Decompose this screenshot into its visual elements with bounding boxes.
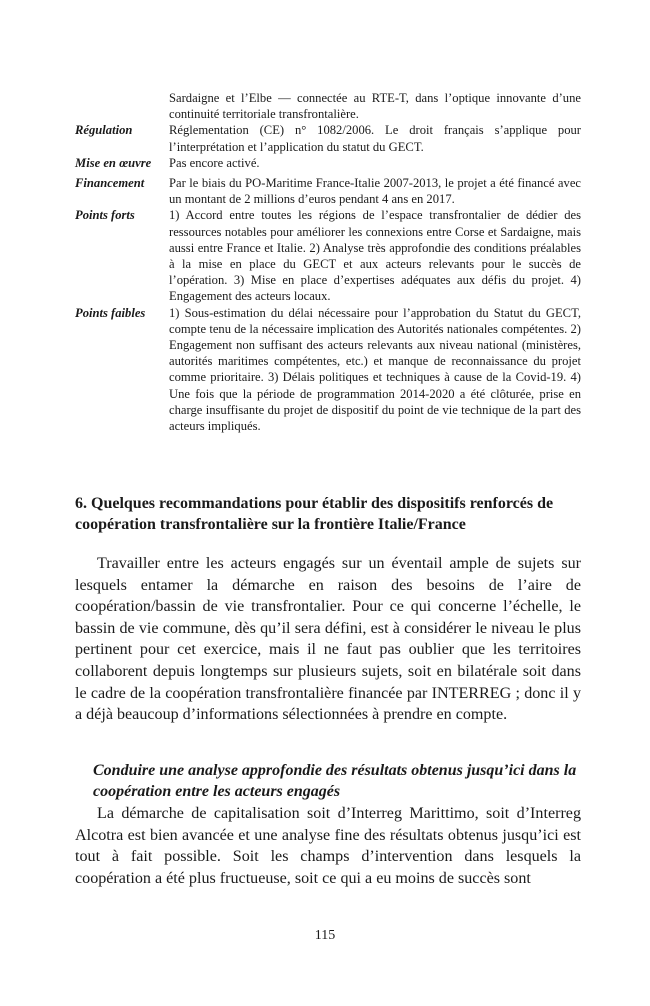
- subsection-heading: Conduire une analyse approfondie des résultats obtenus jusqu’ici dans la coopération entre les acteurs engagés: [93, 762, 577, 800]
- definition-text: 1) Accord entre toutes les régions de l’espace transfrontalier de dédier des ressources notables pour améliorer les connexions entre Corse et Sardaigne, mais aussi entre France et Italie. 2) Analyse très approfondie des conditions préalables à la mise en place du GECT et aux acteurs relevants pour le succès de l’opération. 3) Mise en place d’expertises adéquates aux défis du projet. 4) Engagement des acteurs locaux.: [169, 208, 581, 304]
- page-number: 115: [314, 928, 336, 943]
- definition-text: Réglementation (CE) n° 1082/2006. Le droit français s’applique pour l’interprétation et l’application du statut du GECT.: [169, 123, 581, 154]
- body-paragraph: La démarche de capitalisation soit d’Interreg Marittimo, soit d’Interreg Alcotra est bien avancée et une analyse fine des résultats obtenus jusqu’ici est tout à fait possible. Soit les champs d’intervention dans lesquels la coopération a été plus fructueuse, soit ce qui a eu moins de succès sont: [75, 805, 581, 887]
- definition-text: Pas encore activé.: [169, 155, 260, 170]
- definition-row: [75, 155, 581, 171]
- definition-text: Sardaigne et l’Elbe — connectée au RTE-T, dans l’optique innovante d’une continuité territoriale transfrontalière.: [169, 91, 581, 122]
- definition-row: [75, 90, 581, 122]
- definition-term: Financement: [75, 176, 145, 191]
- definition-term: Régulation: [75, 123, 133, 138]
- definition-text: Par le biais du PO-Maritime France-Italie 2007-2013, le projet a été financé avec un montant de 2 millions d’euros pendant 4 ans en 2017.: [169, 176, 581, 207]
- definition-row: [75, 207, 581, 304]
- definition-term: Mise en œuvre: [75, 155, 152, 170]
- definition-term: Points faibles: [75, 305, 146, 320]
- definition-row: [75, 122, 581, 154]
- definition-term: Points forts: [75, 208, 135, 223]
- project-definition-table: [75, 90, 581, 434]
- definition-text: 1) Sous-estimation du délai nécessaire pour l’approbation du Statut du GECT, compte tenu de la nécessaire implication des Autorités nationales compétentes. 2) Engagement non suffisant des acteurs relevants aux niveau national (ministères, autorités maritimes compétentes, etc.) et manque de reconnaissance du projet comme prioritaire. 3) Délais politiques et techniques à cause de la Covid-19. 4) Une fois que la période de programmation 2014-2020 a été clôturée, prise en charge insuffisante du projet de dispositif du point de vie technique de la part des acteurs impliqués.: [169, 305, 581, 434]
- section-title: 6. Quelques recommandations pour établir des dispositifs renforcés de coopération transfrontalière sur la frontière Italie/France: [75, 495, 554, 533]
- body-paragraph: Travailler entre les acteurs engagés sur un éventail ample de sujets sur lesquels entamer la démarche en raison des besoins de l’aire de coopération/bassin de vie transfrontalier. Pour ce qui concerne l’échelle, le bassin de vie commune, dès qu’il sera défini, est à considérer le niveau le plus pertinent pour cet exercice, mais il ne faut pas oublier que les territoires collaborent depuis longtemps sur plusieurs sujets, soit en bilatérale soit dans le cadre de la coopération transfrontalière financée par INTERREG ; donc il y a déjà beaucoup d’informations sélectionnées à prendre en compte.: [75, 555, 581, 724]
- definition-row: [75, 305, 581, 435]
- definition-row: [75, 175, 581, 207]
